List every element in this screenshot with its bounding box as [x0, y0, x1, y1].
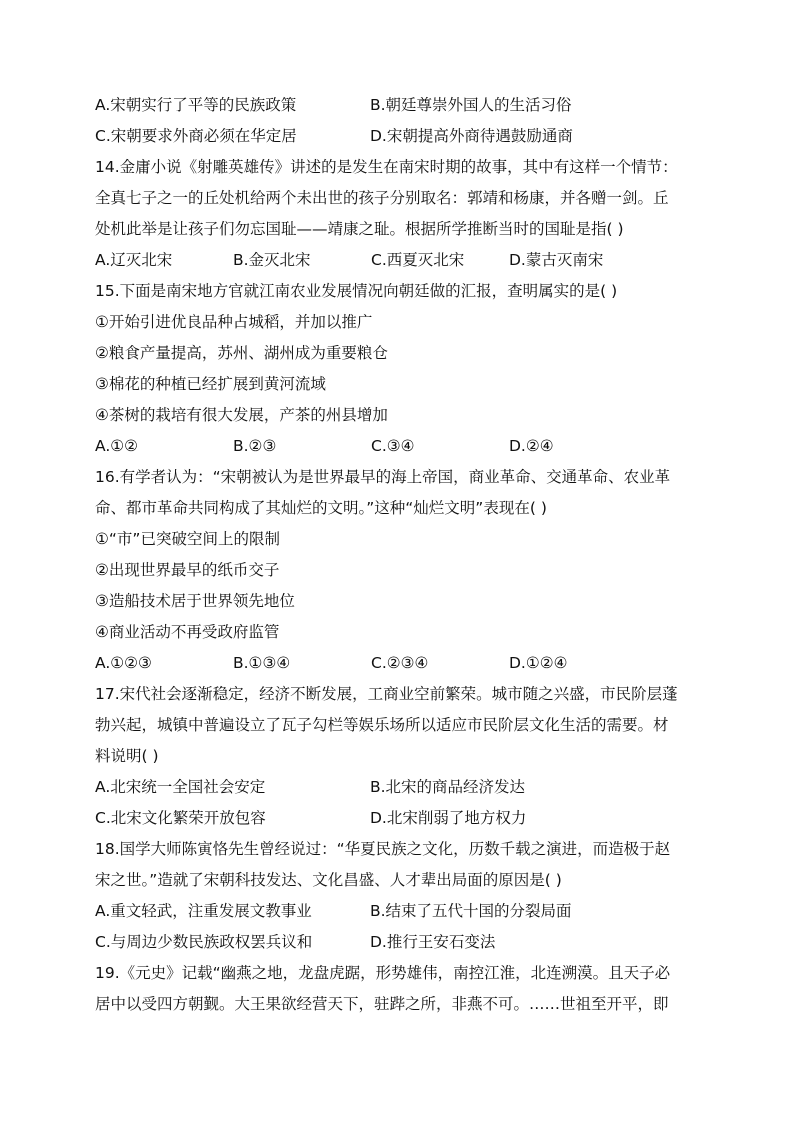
answer-option: A.辽灭北宋: [95, 251, 173, 269]
answer-option: C.西夏灭北宋: [371, 251, 465, 269]
answer-option: D.宋朝提高外商待遇鼓励通商: [370, 127, 573, 145]
text-line: ③棉花的种植已经扩展到黄河流域: [95, 375, 326, 393]
answer-option: B.②③: [233, 437, 277, 455]
answer-option: D.北宋削弱了地方权力: [370, 809, 527, 827]
answer-option: C.与周边少数民族政权罢兵议和: [95, 933, 313, 951]
answer-option: A.北宋统一全国社会安定: [95, 778, 266, 796]
answer-option: B.结束了五代十国的分裂局面: [370, 902, 572, 920]
answer-option: C.北宋文化繁荣开放包容: [95, 809, 266, 827]
text-line: 宋之世。”造就了宋朝科技发达、文化昌盛、人才辈出局面的原因是( ): [95, 871, 562, 889]
answer-option: B.北宋的商品经济发达: [370, 778, 526, 796]
answer-option: B.金灭北宋: [233, 251, 311, 269]
answer-option: B.①③④: [233, 654, 291, 672]
answer-option: A.宋朝实行了平等的民族政策: [95, 96, 297, 114]
text-line: 18.国学大师陈寅恪先生曾经说过：“华夏民族之文化，历数千载之演进，而造极于赵: [95, 840, 671, 858]
answer-option: A.①②: [95, 437, 139, 455]
text-line: ②出现世界最早的纸币交子: [95, 561, 280, 579]
answer-option: D.推行王安石变法: [370, 933, 496, 951]
text-line: 居中以受四方朝觐。大王果欲经营天下，驻跸之所，非燕不可。……世祖至开平，即: [95, 995, 669, 1013]
answer-option: C.②③④: [371, 654, 429, 672]
text-line: 勃兴起，城镇中普遍设立了瓦子勾栏等娱乐场所以适应市民阶层文化生活的需要。材: [95, 716, 669, 734]
text-line: ④商业活动不再受政府监管: [95, 623, 280, 641]
text-line: 17.宋代社会逐渐稳定，经济不断发展，工商业空前繁荣。城市随之兴盛，市民阶层蓬: [95, 685, 678, 703]
answer-option: A.①②③: [95, 654, 152, 672]
answer-option: C.③④: [371, 437, 415, 455]
text-line: 14.金庸小说《射雕英雄传》讲述的是发生在南宋时期的故事，其中有这样一个情节：: [95, 158, 678, 176]
text-line: 处机此举是让孩子们勿忘国耻——靖康之耻。根据所学推断当时的国耻是指( ): [95, 220, 624, 238]
text-line: ③造船技术居于世界领先地位: [95, 592, 295, 610]
text-line: ②粮食产量提高，苏州、湖州成为重要粮仓: [95, 344, 388, 362]
text-line: 15.下面是南宋地方官就江南农业发展情况向朝廷做的汇报，查明属实的是( ): [95, 282, 618, 300]
answer-option: D.①②④: [509, 654, 568, 672]
answer-option: D.蒙古灭南宋: [509, 251, 604, 269]
answer-option: D.②④: [509, 437, 554, 455]
text-line: ①开始引进优良品种占城稻，并加以推广: [95, 313, 373, 331]
answer-option: A.重文轻武，注重发展文教事业: [95, 902, 312, 920]
answer-option: B.朝廷尊崇外国人的生活习俗: [370, 96, 572, 114]
text-line: ①“市”已突破空间上的限制: [95, 530, 280, 548]
text-line: ④茶树的栽培有很大发展，产茶的州县增加: [95, 406, 388, 424]
text-line: 料说明( ): [95, 747, 159, 765]
text-line: 16.有学者认为：“宋朝被认为是世界最早的海上帝国，商业革命、交通革命、农业革: [95, 468, 671, 486]
text-line: 全真七子之一的丘处机给两个未出世的孩子分别取名：郭靖和杨康，并各赠一剑。丘: [95, 189, 669, 207]
answer-option: C.宋朝要求外商必须在华定居: [95, 127, 297, 145]
text-line: 19.《元史》记载“幽燕之地，龙盘虎踞，形势雄伟，南控江淮，北连溯漠。且天子必: [95, 964, 671, 982]
text-line: 命、都市革命共同构成了其灿烂的文明。”这种“灿烂文明”表现在( ): [95, 499, 547, 517]
